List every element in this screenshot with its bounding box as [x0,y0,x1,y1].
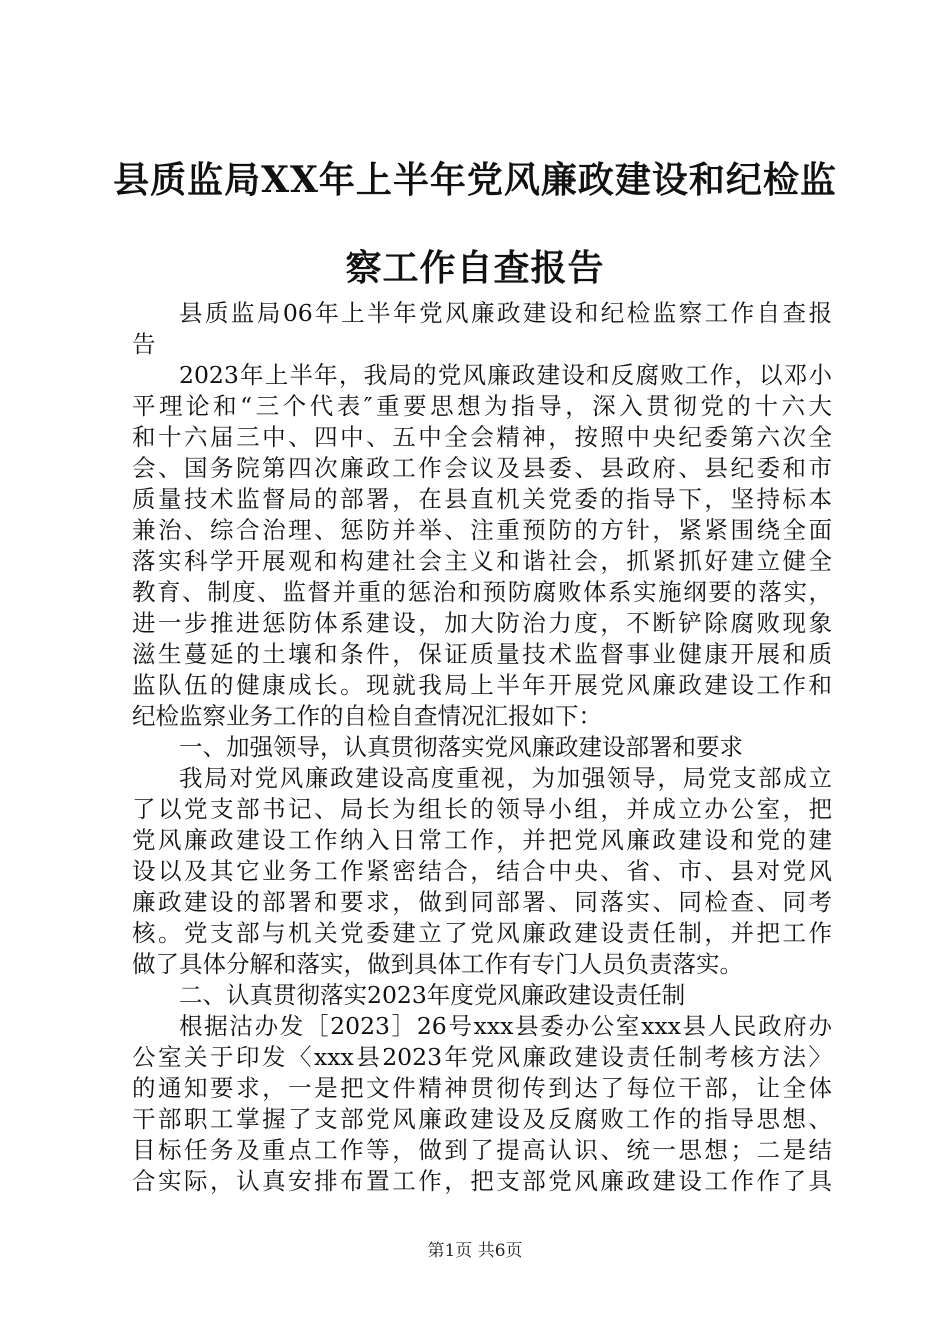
body-text-line: 公室关于印发〈xxx县2023年党风廉政建设责任制考核方法〉 [132,1043,832,1071]
document-title-line-2: 察工作自查报告 [345,247,605,289]
body-text-line: 县质监局06年上半年党风廉政建设和纪检监察工作自查报 [179,299,832,327]
body-text-line: 和十六届三中、四中、五中全会精神，按照中央纪委第六次全 [132,423,832,451]
body-text-line: 设以及其它业务工作紧密结合，结合中央、省、市、县对党风 [132,857,832,885]
body-text-line: 的通知要求，一是把文件精神贯彻传到达了每位干部，让全体 [132,1074,832,1102]
body-text-line: 目标任务及重点工作等，做到了提高认识、统一思想；二是结 [132,1136,832,1164]
body-text-line: 监队伍的健康成长。现就我局上半年开展党风廉政建设工作和 [132,671,832,699]
body-text-line: 合实际，认真安排布置工作，把支部党风廉政建设工作作了具 [132,1167,832,1195]
body-text-line: 告 [132,330,156,358]
body-text-line: 平理论和“三个代表″重要思想为指导，深入贯彻党的十六大 [132,392,832,420]
body-text-line: 二、认真贯彻落实2023年度党风廉政建设责任制 [179,981,686,1009]
body-text-line: 核。党支部与机关党委建立了党风廉政建设责任制，并把工作 [132,919,832,947]
body-text-line: 兼治、综合治理、惩防并举、注重预防的方针，紧紧围绕全面 [132,516,832,544]
body-text-line: 根据沽办发［2023］26号xxx县委办公室xxx县人民政府办 [179,1012,832,1040]
body-text-line: 进一步推进惩防体系建设，加大防治力度，不断铲除腐败现象 [132,609,832,637]
page-footer: 第1页 共6页 [427,1241,523,1261]
body-text-line: 2023年上半年，我局的党风廉政建设和反腐败工作，以邓小 [179,361,832,389]
body-text-line: 我局对党风廉政建设高度重视，为加强领导，局党支部成立 [179,764,832,792]
body-text-line: 会、国务院第四次廉政工作会议及县委、县政府、县纪委和市 [132,454,832,482]
body-text-line: 党风廉政建设工作纳入日常工作，并把党风廉政建设和党的建 [132,826,832,854]
document-body [132,298,832,1197]
body-text-line: 做了具体分解和落实，做到具体工作有专门人员负责落实。 [132,950,743,978]
body-text-line: 廉政建设的部署和要求，做到同部署、同落实、同检查、同考 [132,888,832,916]
body-text-line: 了以党支部书记、局长为组长的领导小组，并成立办公室，把 [132,795,832,823]
body-text-line: 干部职工掌握了支部党风廉政建设及反腐败工作的指导思想、 [132,1105,832,1133]
document-title-line-1: 县质监局XX年上半年党风廉政建设和纪检监 [113,159,837,201]
body-text-line: 质量技术监督局的部署，在县直机关党委的指导下，坚持标本 [132,485,832,513]
body-text-line: 教育、制度、监督并重的惩治和预防腐败体系实施纲要的落实， [132,578,832,606]
body-text-line: 滋生蔓延的土壤和条件，保证质量技术监督事业健康开展和质 [132,640,832,668]
body-text-line: 一、加强领导，认真贯彻落实党风廉政建设部署和要求 [179,733,743,761]
body-text-line: 落实科学开展观和构建社会主义和谐社会，抓紧抓好建立健全 [132,547,832,575]
body-text-line: 纪检监察业务工作的自检自查情况汇报如下： [132,702,602,730]
